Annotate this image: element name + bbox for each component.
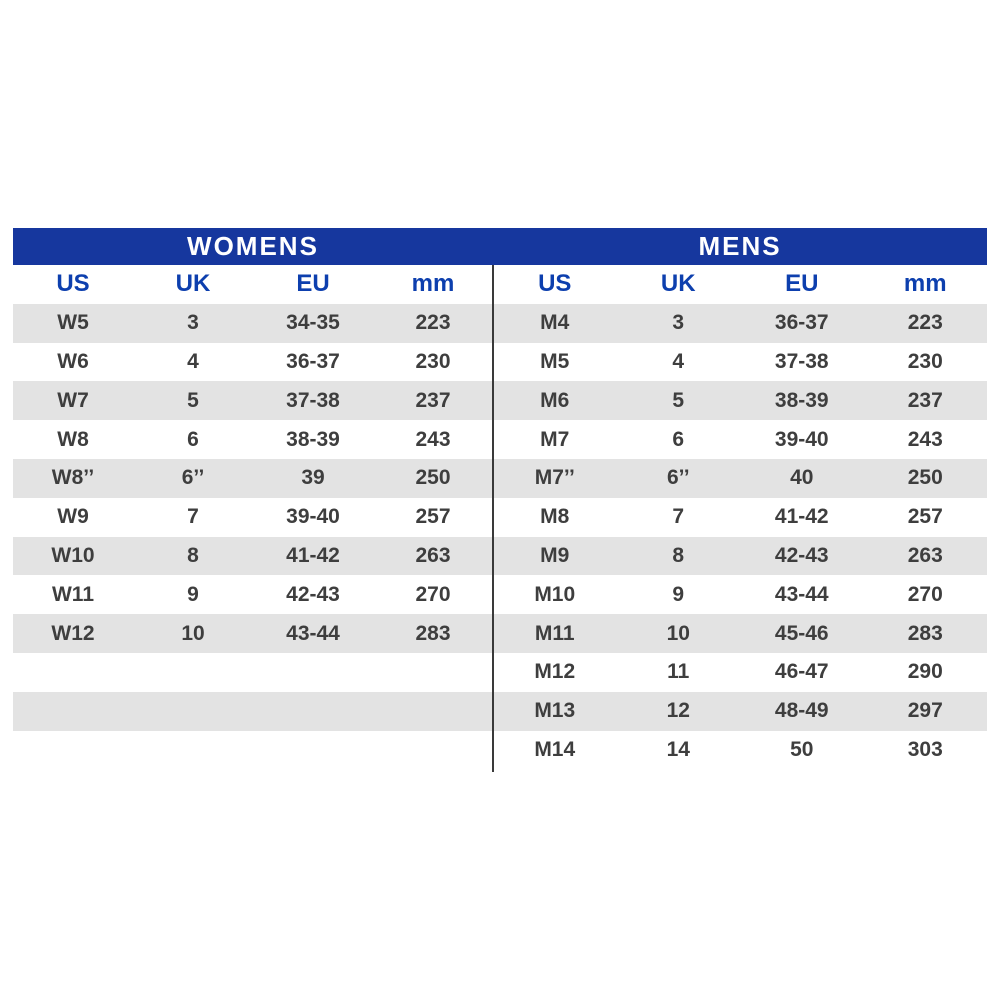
- table-cell: 50: [790, 737, 814, 761]
- table-cell: 237: [907, 388, 943, 412]
- table-cell: 3: [187, 311, 199, 335]
- table-cell: M7: [540, 427, 570, 451]
- table-cell: W6: [57, 349, 89, 373]
- table-cell: M5: [540, 349, 570, 373]
- table-cell: M12: [534, 660, 576, 684]
- table-row: [13, 537, 987, 576]
- table-cell: 243: [907, 427, 943, 451]
- table-cell: 39-40: [774, 427, 829, 451]
- table-cell: M6: [540, 388, 570, 412]
- table-cell: 6’’: [666, 466, 690, 490]
- mens-row: [493, 304, 987, 343]
- table-cell: W11: [51, 582, 95, 606]
- column-header-cell: UK: [175, 270, 211, 298]
- column-header-cell: EU: [785, 270, 819, 298]
- mens-row: [493, 343, 987, 382]
- mens-column-headers: [493, 265, 987, 304]
- womens-row: [13, 692, 493, 731]
- table-divider-line: [492, 265, 494, 772]
- womens-row: [13, 537, 493, 576]
- table-cell: 243: [415, 427, 451, 451]
- mens-row: [493, 692, 987, 731]
- table-cell: 5: [187, 388, 199, 412]
- table-cell: W7: [57, 388, 89, 412]
- table-cell: 290: [907, 660, 943, 684]
- table-cell: 283: [415, 621, 451, 645]
- womens-row: [13, 614, 493, 653]
- mens-row: [493, 498, 987, 537]
- table-row: [13, 343, 987, 382]
- table-cell: 270: [415, 582, 451, 606]
- table-cell: 6: [672, 427, 685, 451]
- table-cell: 270: [907, 582, 943, 606]
- column-header-cell: US: [538, 270, 572, 298]
- table-cell: M9: [540, 543, 570, 567]
- table-cell: 237: [415, 388, 451, 412]
- table-cell: 297: [907, 699, 943, 723]
- table-cell: 250: [415, 466, 451, 490]
- table-cell: 3: [672, 311, 685, 335]
- table-cell: 223: [415, 311, 451, 335]
- table-cell: 4: [187, 349, 199, 373]
- table-cell: 36-37: [774, 311, 829, 335]
- table-cell: M8: [540, 505, 570, 529]
- table-cell: 45-46: [774, 621, 829, 645]
- table-cell: 283: [907, 621, 943, 645]
- mens-row: [493, 575, 987, 614]
- mens-row: [493, 381, 987, 420]
- size-table-body: [13, 265, 987, 769]
- table-cell: 10: [666, 621, 690, 645]
- table-cell: M11: [534, 621, 575, 645]
- table-cell: 9: [672, 582, 685, 606]
- table-cell: 46-47: [774, 660, 829, 684]
- table-cell: 38-39: [774, 388, 829, 412]
- shoe-size-chart: [13, 228, 987, 769]
- table-cell: M4: [540, 311, 570, 335]
- table-row: [13, 614, 987, 653]
- table-cell: W12: [51, 621, 95, 645]
- table-row: [13, 498, 987, 537]
- table-cell: 43-44: [286, 621, 340, 645]
- table-cell: W10: [51, 543, 95, 567]
- table-row: [13, 265, 987, 304]
- table-row: [13, 459, 987, 498]
- table-row: [13, 381, 987, 420]
- table-cell: 7: [187, 505, 199, 529]
- mens-row: [493, 537, 987, 576]
- table-cell: 37-38: [774, 349, 829, 373]
- table-cell: 6: [187, 427, 199, 451]
- womens-row: [13, 731, 493, 770]
- table-cell: 42-43: [286, 582, 340, 606]
- table-cell: 257: [415, 505, 451, 529]
- table-cell: M13: [534, 699, 576, 723]
- table-cell: 37-38: [286, 388, 340, 412]
- table-cell: 7: [672, 505, 685, 529]
- table-cell: 250: [907, 466, 943, 490]
- table-cell: 48-49: [774, 699, 829, 723]
- table-cell: W9: [57, 505, 89, 529]
- table-cell: 41-42: [774, 505, 829, 529]
- table-cell: 42-43: [774, 543, 829, 567]
- table-cell: 11: [667, 660, 690, 684]
- column-header-cell: mm: [411, 270, 455, 298]
- table-cell: 10: [181, 621, 205, 645]
- table-cell: M14: [534, 737, 576, 761]
- table-cell: 14: [666, 737, 690, 761]
- womens-row: [13, 653, 493, 692]
- table-cell: W8’’: [51, 466, 95, 490]
- table-cell: 41-42: [286, 543, 340, 567]
- table-cell: 38-39: [286, 427, 340, 451]
- womens-row: [13, 381, 493, 420]
- column-header-cell: mm: [903, 270, 947, 298]
- table-cell: 263: [415, 543, 451, 567]
- table-row: [13, 304, 987, 343]
- mens-row: [493, 653, 987, 692]
- table-cell: 43-44: [774, 582, 829, 606]
- table-row: [13, 575, 987, 614]
- table-cell: 223: [907, 311, 943, 335]
- womens-row: [13, 498, 493, 537]
- table-cell: 230: [415, 349, 451, 373]
- womens-row: [13, 420, 493, 459]
- section-header-bar: [13, 228, 987, 265]
- table-row: [13, 731, 987, 770]
- table-row: [13, 420, 987, 459]
- table-cell: 39: [301, 466, 325, 490]
- table-cell: 8: [672, 543, 685, 567]
- mens-section-title: MENS: [698, 231, 782, 261]
- mens-row: [493, 614, 987, 653]
- womens-row: [13, 304, 493, 343]
- table-cell: W5: [57, 311, 89, 335]
- womens-row: [13, 343, 493, 382]
- mens-row: [493, 459, 987, 498]
- column-header-cell: UK: [660, 270, 696, 298]
- table-cell: 230: [907, 349, 943, 373]
- table-cell: M10: [534, 582, 576, 606]
- table-cell: 12: [666, 699, 690, 723]
- table-cell: 4: [672, 349, 685, 373]
- table-cell: 8: [187, 543, 199, 567]
- table-row: [13, 653, 987, 692]
- table-cell: 39-40: [286, 505, 340, 529]
- womens-column-headers: [13, 265, 493, 304]
- table-cell: 257: [907, 505, 943, 529]
- table-cell: 34-35: [286, 311, 340, 335]
- mens-row: [493, 420, 987, 459]
- table-cell: 40: [790, 466, 814, 490]
- table-cell: 6’’: [181, 466, 205, 490]
- table-cell: 5: [672, 388, 685, 412]
- column-header-cell: EU: [296, 270, 330, 298]
- table-cell: 9: [187, 582, 199, 606]
- table-cell: 303: [907, 737, 943, 761]
- womens-section-title: WOMENS: [187, 231, 319, 261]
- table-cell: M7’’: [534, 466, 575, 490]
- table-cell: W8: [57, 427, 89, 451]
- column-header-cell: US: [56, 270, 90, 298]
- table-cell: 36-37: [286, 349, 340, 373]
- table-row: [13, 692, 987, 731]
- mens-row: [493, 731, 987, 770]
- table-cell: 263: [907, 543, 943, 567]
- womens-row: [13, 459, 493, 498]
- womens-row: [13, 575, 493, 614]
